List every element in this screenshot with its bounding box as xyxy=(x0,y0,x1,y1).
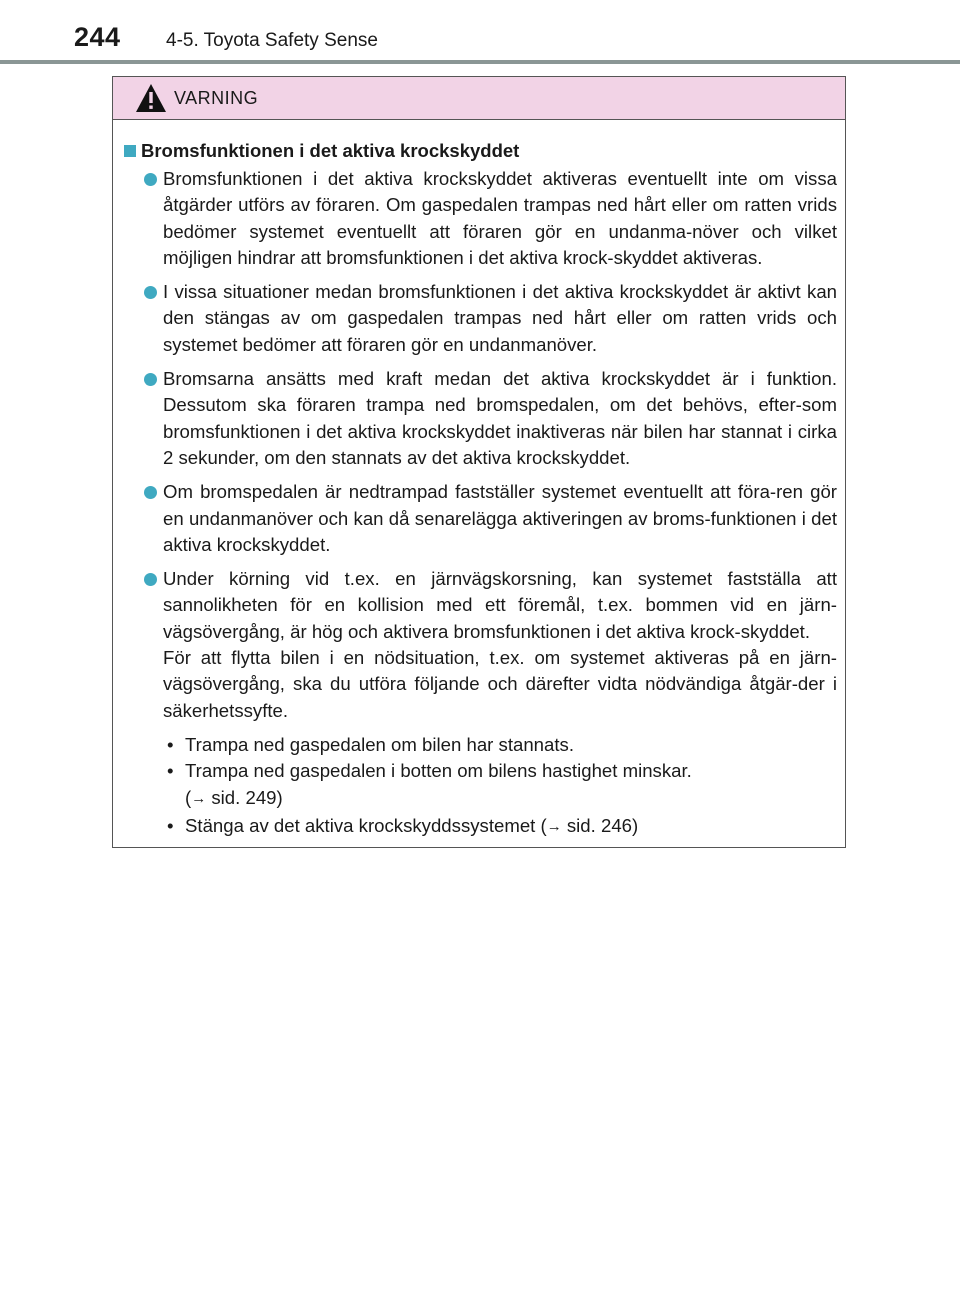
bullet-dot-icon: • xyxy=(167,814,174,836)
item-text-group xyxy=(163,566,837,724)
list-item xyxy=(124,366,837,471)
page-ref-text: sid. 246) xyxy=(566,814,639,836)
bullet-text: Trampa ned gaspedalen i botten om bilens hastighet minskar. xyxy=(185,760,692,782)
bullet-text: Stänga av det aktiva krockskyddssystemet ( xyxy=(185,814,547,836)
bullet-dot-icon: • xyxy=(167,733,174,755)
item-text-continued: För att flytta bilen i en nödsituation, t.ex. om systemet aktiveras på en järn-vägsövergång, ska du utföra följande och därefter vidta nödvändiga åtgär-der i säkerhetssyfte. xyxy=(163,647,837,721)
list-item xyxy=(124,279,837,358)
page-reference[interactable]: (→ sid. 249) xyxy=(185,786,283,808)
circle-bullet-icon xyxy=(144,486,157,499)
square-bullet-icon xyxy=(124,145,136,157)
arrow-right-icon: → xyxy=(546,817,562,835)
warning-header xyxy=(113,77,845,120)
page-number: 244 xyxy=(74,22,121,52)
item-text: Bromsfunktionen i det aktiva krockskyddet aktiveras eventuellt inte om vissa åtgärder utförs av föraren. Om gaspedalen trampas ned hårt eller om ratten vrids bedömer systemet eventuellt att föraren gör en undanma-növer och vilket möjligen hindrar att bromsfunktionen i det aktiva krock-skyddet aktiveras. xyxy=(163,168,837,268)
warning-label: VARNING xyxy=(174,88,259,108)
header-divider xyxy=(0,60,960,64)
bullet-text: Trampa ned gaspedalen om bilen har stannats. xyxy=(185,733,574,755)
section-title: 4-5. Toyota Safety Sense xyxy=(166,30,378,51)
item-text: I vissa situationer medan bromsfunktionen i det aktiva krockskyddet är aktivt kan den stängas av om gaspedalen trampas ned hårt eller om ratten vrids och systemet bedömer att föraren gör en undanmanöver. xyxy=(163,281,837,355)
item-text: Under körning vid t.ex. en järnvägskorsning, kan systemet fastställa att sannolikheten för en kollision med ett föremål, t.ex. bommen vid en järn-vägsövergång, är hög och aktivera bromsfunktionen i det aktiva krock-skyddet. xyxy=(163,568,837,642)
list-item xyxy=(124,479,837,558)
bullet-dot-icon: • xyxy=(167,760,174,782)
page-header xyxy=(0,0,960,64)
circle-bullet-icon xyxy=(144,573,157,586)
bullet-item xyxy=(167,813,837,841)
bullet-text-group xyxy=(185,813,837,841)
warning-subheading xyxy=(124,138,837,164)
page-ref-text: sid. 249) xyxy=(211,786,283,808)
bullet-item xyxy=(167,758,837,813)
bullet-item xyxy=(167,732,837,758)
circle-bullet-icon xyxy=(144,286,157,299)
item-text: Om bromspedalen är nedtrampad fastställer systemet eventuellt att föra-ren gör en undanmanöver och kan då senarelägga aktiveringen av broms-funktionen i det aktiva krockskyddet. xyxy=(163,481,837,555)
warning-box xyxy=(112,76,846,848)
page-reference[interactable] xyxy=(547,815,639,836)
subheading-text: Bromsfunktionen i det aktiva krockskyddet xyxy=(141,140,520,161)
circle-bullet-icon xyxy=(144,173,157,186)
warning-triangle-icon xyxy=(135,83,167,113)
list-item xyxy=(124,566,837,724)
warning-body xyxy=(113,120,845,841)
item-text: Bromsarna ansätts med kraft medan det aktiva krockskyddet är i funktion. Dessutom ska föraren trampa ned bromspedalen, om det behövs, efter-som bromsfunktionen i det aktiva krockskyddet inaktiveras när bilen har stannat i cirka 2 sekunder, om den stannats av det aktiva krockskyddet. xyxy=(163,368,837,468)
bullet-text-group xyxy=(185,758,837,813)
list-item xyxy=(124,166,837,271)
arrow-right-icon: → xyxy=(191,789,207,807)
bullet-list xyxy=(167,732,837,841)
circle-bullet-icon xyxy=(144,373,157,386)
